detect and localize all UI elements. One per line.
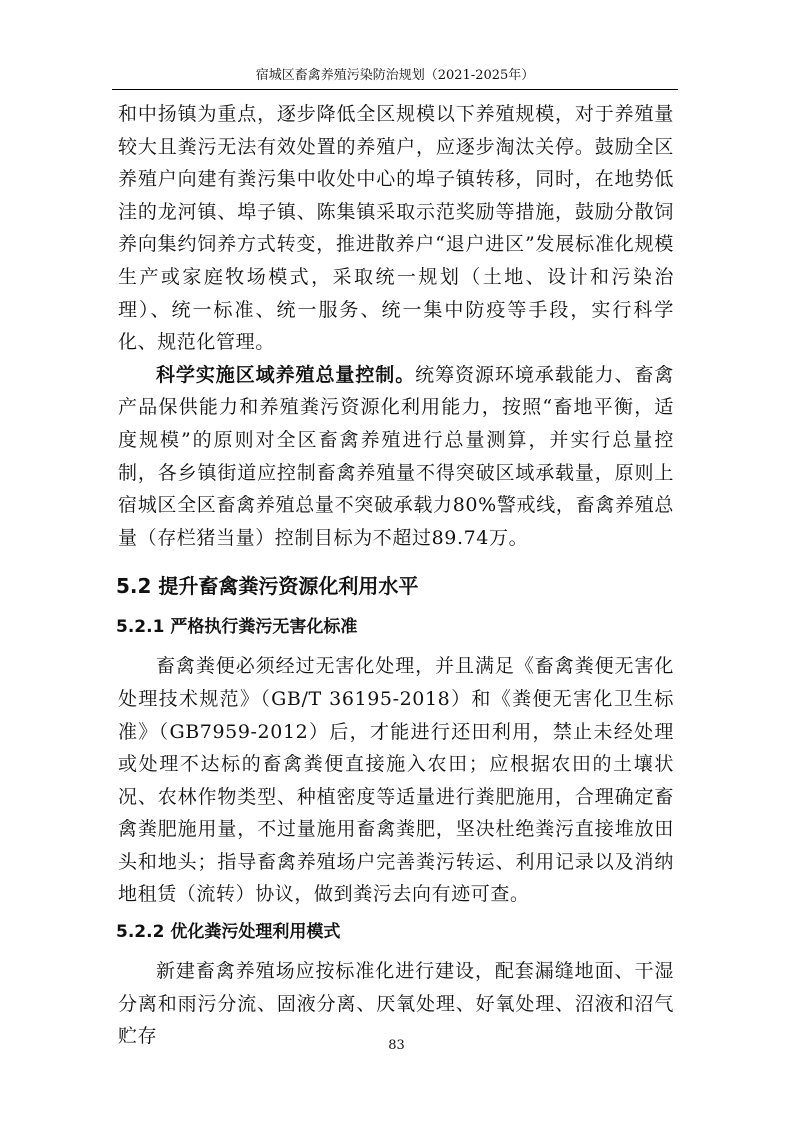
running-header: 宿城区畜禽养殖污染防治规划（2021-2025年） xyxy=(255,68,535,83)
paragraph-4: 新建畜禽养殖场应按标准化进行建设，配套漏缝地面、干湿分离和雨污分流、固液分离、厌氧处理、好氧处理、沼液和沼气贮存 xyxy=(118,960,674,1048)
paragraph-2 xyxy=(118,359,674,555)
header-rule xyxy=(112,89,678,90)
paragraph-2-lead: 科学实施区域养殖总量控制。 xyxy=(156,363,416,386)
paragraph-1: 和中扬镇为重点，逐步降低全区规模以下养殖规模，对于养殖量较大且粪污无法有效处置的养殖户，应逐步淘汰关停。鼓励全区养殖户向建有粪污集中收处中心的埠子镇转移，同时，在地势低洼的龙河镇、埠子镇、陈集镇采取示范奖励等措施，鼓励分散饲养向集约饲养方式转变，推进散养户“退户进区”发展标准化规模生产或家庭牧场模式，采取统一规划（土地、设计和污染治理）、统一标准、统一服务、统一集中防疫等手段，实行科学化、规范化管理。 xyxy=(118,103,674,354)
page-body xyxy=(118,98,674,1053)
page-number: 83 xyxy=(388,1038,405,1053)
paragraph-3: 畜禽粪便必须经过无害化处理，并且满足《畜禽粪便无害化处理技术规范》（GB/T 36195-2018）和《粪便无害化卫生标准》（GB7959-2012）后，才能进行还田利用，禁止未经处理或处理不达标的畜禽粪便直接施入农田；应根据农田的土壤状况、农林作物类型、种植密度等适量进行粪肥施用，合理确定畜禽粪肥施用量，不过量施用畜禽粪肥，坚决杜绝粪污直接堆放田头和地头；指导畜禽养殖场户完善粪污转运、利用记录以及消纳地租赁（流转）协议，做到粪污去向有迹可查。 xyxy=(118,655,674,906)
paragraph-2-body: 统筹资源环境承载能力、畜禽产品保供能力和养殖粪污资源化利用能力，按照“畜地平衡，适度规模”的原则对全区畜禽养殖进行总量测算，并实行总量控制，各乡镇街道应控制畜禽养殖量不得突破区域承载量，原则上宿城区全区畜禽养殖总量不突破承载力80%警戒线，畜禽养殖总量（存栏猪当量）控制目标为不超过89.74万。 xyxy=(118,363,674,549)
subsection-heading-5-2-2: 5.2.2 优化粪污处理利用模式 xyxy=(116,922,341,943)
section-heading-5-2: 5.2 提升畜禽粪污资源化利用水平 xyxy=(116,574,419,599)
subsection-heading-5-2-1: 5.2.1 严格执行粪污无害化标准 xyxy=(116,617,358,638)
